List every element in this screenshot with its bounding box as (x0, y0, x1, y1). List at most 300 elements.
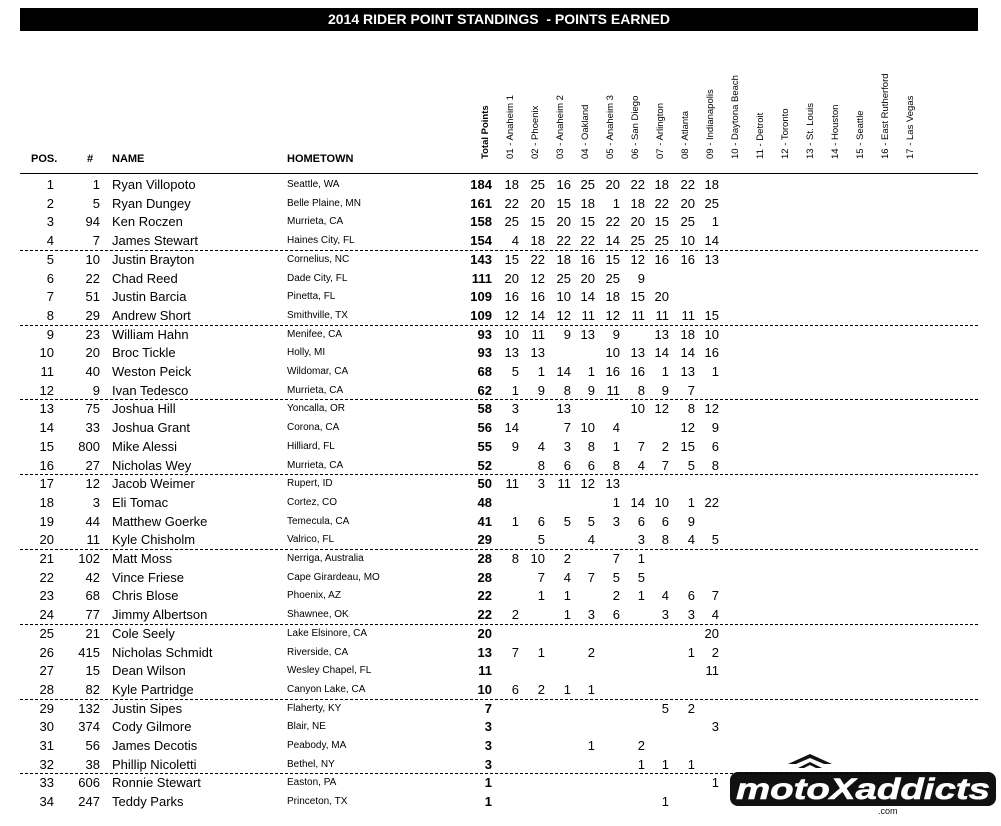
rider-name-cell: Chad Reed (112, 270, 178, 286)
round-points-cell: 12 (704, 401, 719, 417)
total-points-cell: 93 (477, 326, 492, 342)
rider-row (0, 605, 1001, 624)
position-cell: 2 (46, 195, 54, 211)
round-points-cell: 14 (580, 289, 595, 305)
bike-number-cell: 27 (85, 457, 100, 473)
bike-number-cell: 11 (86, 532, 100, 548)
bike-number-cell: 22 (85, 270, 100, 286)
total-points-cell: 55 (477, 438, 492, 454)
round-header: 11 - Detroit (755, 112, 766, 159)
total-points-cell: 7 (484, 700, 492, 716)
round-points-cell: 18 (654, 177, 669, 192)
round-points-cell: 3 (511, 401, 519, 417)
round-points-cell: 16 (504, 289, 519, 305)
round-points-cell: 1 (612, 494, 620, 510)
bike-number-cell: 15 (85, 663, 100, 679)
round-points-cell: 2 (711, 644, 719, 660)
round-points-cell: 22 (704, 494, 719, 510)
rider-name-cell: Justin Brayton (112, 251, 195, 267)
round-points-cell: 8 (587, 438, 595, 454)
total-points-cell: 10 (477, 681, 492, 697)
hometown-cell: Wesley Chapel, FL (287, 665, 372, 677)
round-points-cell: 13 (530, 345, 545, 361)
round-header: 16 - East Rutherford (880, 73, 891, 159)
round-points-cell: 18 (704, 177, 719, 192)
round-points-cell: 10 (530, 551, 545, 566)
round-points-cell: 20 (704, 625, 719, 641)
round-points-cell: 12 (680, 420, 695, 436)
round-points-cell: 10 (704, 326, 719, 342)
position-cell: 1 (46, 177, 54, 192)
round-points-cell: 9 (563, 326, 571, 342)
total-points-cell: 68 (477, 364, 492, 379)
round-points-cell: 8 (563, 382, 571, 398)
round-points-cell: 12 (654, 401, 669, 417)
bike-number-cell: 800 (78, 438, 100, 454)
round-points-cell: 11 (655, 307, 669, 323)
rider-name-cell: James Decotis (112, 738, 198, 753)
round-header-wrap (755, 0, 768, 170)
round-points-cell: 25 (504, 214, 519, 230)
rider-row (0, 381, 1001, 400)
round-points-cell: 5 (537, 532, 545, 548)
position-cell: 13 (39, 401, 54, 417)
round-points-cell: 18 (680, 326, 695, 342)
round-points-cell: 8 (637, 382, 645, 398)
round-points-cell: 1 (661, 364, 669, 379)
round-points-cell: 4 (563, 569, 571, 585)
round-points-cell: 8 (612, 457, 620, 473)
round-header: 04 - Oakland (580, 104, 591, 159)
total-points-cell: 62 (477, 382, 492, 398)
total-points-cell: 184 (470, 177, 492, 192)
rider-name-cell: Nicholas Wey (112, 457, 192, 473)
hometown-cell: Shawnee, OK (287, 609, 349, 621)
total-points-cell: 11 (478, 663, 492, 679)
total-points-cell: 48 (477, 494, 492, 510)
bike-number-cell: 94 (85, 214, 100, 230)
rider-row (0, 343, 1001, 362)
round-points-cell: 20 (605, 177, 620, 192)
round-header: 10 - Daytona Beach (730, 75, 741, 159)
total-points-cell: 41 (477, 513, 492, 529)
group-divider (20, 624, 978, 625)
rider-name-cell: Justin Sipes (112, 700, 183, 716)
round-points-cell: 9 (587, 382, 595, 398)
round-header: 06 - San Diego (630, 95, 641, 159)
hometown-cell: Phoenix, AZ (287, 590, 341, 602)
position-cell: 6 (46, 270, 54, 286)
rider-name-cell: Phillip Nicoletti (112, 756, 197, 772)
rider-name-cell: Justin Barcia (112, 289, 187, 305)
round-points-cell: 15 (580, 214, 595, 230)
total-points-cell: 52 (477, 457, 492, 473)
round-header: 08 - Atlanta (680, 110, 691, 159)
header-divider (20, 173, 978, 174)
round-points-cell: 18 (630, 195, 645, 211)
round-points-cell: 3 (661, 607, 669, 623)
round-points-cell: 18 (556, 251, 571, 267)
round-points-cell: 7 (687, 382, 695, 398)
round-points-cell: 1 (587, 364, 595, 379)
round-points-cell: 11 (531, 326, 545, 342)
round-points-cell: 2 (511, 607, 519, 623)
rider-name-cell: Jacob Weimer (112, 476, 195, 492)
round-points-cell: 8 (511, 551, 519, 566)
round-points-cell: 9 (711, 420, 719, 436)
round-points-cell: 1 (637, 588, 645, 604)
total-points-cell: 93 (477, 345, 492, 361)
rider-name-cell: Mike Alessi (112, 438, 178, 454)
round-points-cell: 4 (711, 607, 719, 623)
hometown-cell: Princeton, TX (287, 796, 348, 808)
rider-name-cell: Ryan Dungey (112, 195, 191, 211)
round-points-cell: 10 (605, 345, 620, 361)
round-points-cell: 3 (637, 532, 645, 548)
position-cell: 3 (46, 214, 54, 230)
total-points-header: Total Points (480, 105, 491, 159)
position-cell: 18 (39, 494, 54, 510)
round-points-cell: 2 (587, 644, 595, 660)
round-points-cell: 1 (711, 775, 719, 791)
round-header-wrap (805, 0, 818, 170)
round-points-cell: 5 (587, 513, 595, 529)
round-points-cell: 18 (530, 233, 545, 249)
round-points-cell: 1 (637, 551, 645, 566)
round-points-cell: 4 (637, 457, 645, 473)
round-points-cell: 25 (556, 270, 571, 286)
round-points-cell: 14 (605, 233, 620, 249)
round-points-cell: 6 (687, 588, 695, 604)
round-header: 14 - Houston (830, 104, 841, 159)
total-points-cell: 109 (470, 289, 492, 305)
round-header: 03 - Anaheim 2 (555, 95, 566, 159)
round-points-cell: 18 (504, 177, 519, 192)
total-points-cell: 111 (471, 270, 492, 286)
round-points-cell: 10 (630, 401, 645, 417)
round-points-cell: 6 (563, 457, 571, 473)
number-header: # (87, 153, 94, 165)
total-points-cell: 109 (470, 307, 492, 323)
round-points-cell: 8 (537, 457, 545, 473)
round-points-cell: 5 (711, 532, 719, 548)
rider-row (0, 212, 1001, 231)
round-header-wrap (530, 0, 543, 170)
round-points-cell: 13 (704, 251, 719, 267)
round-points-cell: 20 (556, 214, 571, 230)
position-cell: 30 (39, 719, 54, 735)
position-cell: 24 (39, 607, 54, 623)
round-points-cell: 15 (680, 438, 695, 454)
bike-number-cell: 82 (85, 681, 100, 697)
rider-row (0, 287, 1001, 306)
bike-number-cell: 102 (78, 551, 100, 566)
round-points-cell: 15 (605, 251, 620, 267)
hometown-cell: Bethel, NY (287, 758, 335, 770)
rider-row (0, 717, 1001, 736)
bike-number-cell: 415 (78, 644, 100, 660)
round-points-cell: 1 (563, 607, 571, 623)
round-points-cell: 20 (530, 195, 545, 211)
round-points-cell: 9 (612, 326, 620, 342)
position-cell: 23 (39, 588, 54, 604)
rider-name-cell: Eli Tomac (112, 494, 169, 510)
round-points-cell: 12 (630, 251, 645, 267)
position-cell: 5 (46, 251, 54, 267)
round-points-cell: 5 (637, 569, 645, 585)
rider-name-cell: Ronnie Stewart (112, 775, 201, 791)
hometown-cell: Blair, NE (287, 721, 326, 733)
round-points-cell: 16 (630, 364, 645, 379)
round-points-cell: 13 (556, 401, 571, 417)
round-points-cell: 25 (630, 233, 645, 249)
round-header: 12 - Toronto (780, 108, 791, 159)
group-divider (20, 773, 978, 774)
round-points-cell: 22 (605, 214, 620, 230)
position-cell: 25 (39, 625, 54, 641)
bike-number-cell: 44 (85, 513, 100, 529)
round-points-cell: 8 (661, 532, 669, 548)
round-points-cell: 25 (680, 214, 695, 230)
hometown-cell: Valrico, FL (287, 534, 335, 546)
position-cell: 29 (39, 700, 54, 716)
rider-name-cell: Matt Moss (112, 551, 172, 566)
bike-number-cell: 247 (78, 794, 100, 810)
round-points-cell: 1 (687, 494, 695, 510)
round-points-cell: 12 (605, 307, 620, 323)
round-points-cell: 13 (654, 326, 669, 342)
round-header-wrap (880, 0, 893, 170)
position-cell: 17 (39, 476, 54, 492)
rider-name-cell: Jimmy Albertson (112, 607, 208, 623)
position-cell: 27 (39, 663, 54, 679)
bike-number-cell: 606 (78, 775, 100, 791)
logo-wordmark: motoXaddicts (736, 773, 990, 806)
round-header-wrap (555, 0, 568, 170)
round-header-wrap (905, 0, 918, 170)
rider-name-cell: Cody Gilmore (112, 719, 192, 735)
round-points-cell: 13 (680, 364, 695, 379)
rider-name-cell: Nicholas Schmidt (112, 644, 213, 660)
rider-name-cell: Broc Tickle (112, 345, 176, 361)
rider-row (0, 437, 1001, 456)
bike-number-cell: 7 (92, 233, 100, 249)
round-points-cell: 2 (563, 551, 571, 566)
hometown-cell: Belle Plaine, MN (287, 197, 361, 209)
bike-number-cell: 51 (85, 289, 100, 305)
hometown-cell: Canyon Lake, CA (287, 683, 366, 695)
position-cell: 15 (39, 438, 54, 454)
rider-name-cell: Ivan Tedesco (112, 382, 189, 398)
hometown-cell: Murrieta, CA (287, 216, 344, 228)
round-points-cell: 25 (654, 233, 669, 249)
round-header: 05 - Anaheim 3 (605, 95, 616, 159)
round-points-cell: 15 (504, 251, 519, 267)
hometown-cell: Wildomar, CA (287, 366, 349, 377)
rider-row (0, 474, 1001, 493)
hometown-cell: Pinetta, FL (287, 291, 336, 303)
rider-name-cell: Kyle Partridge (112, 681, 194, 697)
round-points-cell: 25 (530, 177, 545, 192)
round-points-cell: 2 (537, 681, 545, 697)
round-points-cell: 20 (504, 270, 519, 286)
hometown-cell: Cortez, CO (287, 496, 338, 508)
name-header: NAME (112, 153, 145, 165)
hometown-cell: Dade City, FL (287, 272, 348, 284)
bike-number-cell: 1 (92, 177, 100, 192)
rider-name-cell: James Stewart (112, 233, 198, 249)
round-points-cell: 20 (654, 289, 669, 305)
rider-row (0, 661, 1001, 680)
round-points-cell: 3 (612, 513, 620, 529)
bike-number-cell: 40 (85, 364, 100, 379)
round-points-cell: 9 (637, 270, 645, 286)
round-points-cell: 9 (687, 513, 695, 529)
round-header-wrap (605, 0, 618, 170)
position-cell: 22 (39, 569, 54, 585)
round-points-cell: 2 (637, 738, 645, 753)
round-points-cell: 9 (537, 382, 545, 398)
round-points-cell: 9 (511, 438, 519, 454)
round-points-cell: 5 (612, 569, 620, 585)
round-header-wrap (705, 0, 718, 170)
round-points-cell: 20 (630, 214, 645, 230)
rider-name-cell: Kyle Chisholm (112, 532, 196, 548)
round-points-cell: 14 (556, 364, 571, 379)
round-points-cell: 22 (580, 233, 595, 249)
total-points-cell: 58 (477, 401, 492, 417)
round-points-cell: 1 (587, 681, 595, 697)
group-divider (20, 325, 978, 326)
bike-number-cell: 38 (85, 756, 100, 772)
round-points-cell: 14 (654, 345, 669, 361)
round-points-cell: 1 (587, 738, 595, 753)
round-points-cell: 1 (637, 756, 645, 772)
round-points-cell: 8 (711, 457, 719, 473)
round-points-cell: 1 (711, 214, 719, 230)
round-points-cell: 7 (711, 588, 719, 604)
round-points-cell: 16 (530, 289, 545, 305)
round-points-cell: 16 (704, 345, 719, 361)
bike-number-cell: 20 (85, 345, 100, 361)
round-points-cell: 2 (687, 700, 695, 716)
total-points-cell: 158 (470, 214, 492, 230)
round-points-cell: 5 (687, 457, 695, 473)
hometown-cell: Cornelius, NC (287, 253, 350, 265)
bike-number-cell: 132 (78, 700, 100, 716)
round-points-cell: 1 (687, 644, 695, 660)
round-points-cell: 22 (530, 251, 545, 267)
round-points-cell: 11 (681, 307, 695, 323)
round-points-cell: 1 (537, 588, 545, 604)
hometown-cell: Nerriga, Australia (287, 553, 364, 564)
bike-number-cell: 21 (85, 625, 100, 641)
rider-row (0, 175, 1001, 194)
round-points-cell: 12 (530, 270, 545, 286)
round-points-cell: 15 (556, 195, 571, 211)
rider-name-cell: Ken Roczen (112, 214, 183, 230)
round-points-cell: 15 (654, 214, 669, 230)
rider-name-cell: Joshua Hill (112, 401, 176, 417)
hometown-cell: Flaherty, KY (287, 702, 342, 714)
rider-row (0, 456, 1001, 475)
round-points-cell: 13 (630, 345, 645, 361)
round-points-cell: 7 (511, 644, 519, 660)
group-divider (20, 474, 978, 475)
round-points-cell: 10 (504, 326, 519, 342)
round-points-cell: 25 (605, 270, 620, 286)
round-points-cell: 11 (606, 382, 620, 398)
round-header-wrap (830, 0, 843, 170)
round-points-cell: 4 (687, 532, 695, 548)
round-points-cell: 6 (661, 513, 669, 529)
round-points-cell: 16 (580, 251, 595, 267)
group-divider (20, 699, 978, 700)
round-points-cell: 3 (711, 719, 719, 735)
round-points-cell: 16 (605, 364, 620, 379)
round-points-cell: 16 (654, 251, 669, 267)
rider-row (0, 680, 1001, 699)
rider-name-cell: Weston Peick (112, 364, 192, 379)
round-points-cell: 14 (680, 345, 695, 361)
position-cell: 20 (39, 532, 54, 548)
round-points-cell: 6 (637, 513, 645, 529)
group-divider (20, 250, 978, 251)
round-points-cell: 9 (661, 382, 669, 398)
rider-name-cell: William Hahn (112, 326, 189, 342)
round-header: 15 - Seattle (855, 110, 866, 159)
rider-name-cell: Chris Blose (112, 588, 179, 604)
hometown-cell: Menifee, CA (287, 328, 343, 340)
round-points-cell: 5 (661, 700, 669, 716)
round-points-cell: 16 (680, 251, 695, 267)
round-points-cell: 5 (563, 513, 571, 529)
hometown-cell: Rupert, ID (287, 478, 333, 490)
bike-number-cell: 3 (92, 494, 100, 510)
round-points-cell: 14 (530, 307, 545, 323)
total-points-cell: 1 (484, 794, 492, 810)
group-divider (20, 399, 978, 400)
round-points-cell: 13 (580, 326, 595, 342)
position-cell: 11 (40, 364, 54, 379)
total-points-cell: 1 (484, 775, 492, 791)
total-points-cell: 22 (477, 607, 492, 623)
hometown-cell: Murrieta, CA (287, 384, 344, 396)
hometown-cell: Corona, CA (287, 422, 340, 434)
rider-row (0, 549, 1001, 568)
round-points-cell: 14 (504, 420, 519, 436)
round-points-cell: 7 (637, 438, 645, 454)
round-points-cell: 12 (556, 307, 571, 323)
round-points-cell: 6 (711, 438, 719, 454)
rotated-column-headers (0, 0, 1001, 170)
round-points-cell: 22 (630, 177, 645, 192)
rider-name-cell: Matthew Goerke (112, 513, 208, 529)
round-points-cell: 1 (537, 364, 545, 379)
bike-number-cell: 374 (78, 719, 100, 735)
position-cell: 4 (46, 233, 54, 249)
position-cell: 9 (46, 326, 54, 342)
rider-name-cell: Joshua Grant (112, 420, 191, 436)
position-cell: 26 (39, 644, 54, 660)
round-points-cell: 13 (504, 345, 519, 361)
round-points-cell: 13 (605, 476, 620, 492)
rider-row (0, 250, 1001, 269)
round-header-wrap (780, 0, 793, 170)
total-points-cell: 3 (484, 738, 492, 753)
total-points-cell: 143 (470, 251, 492, 267)
round-points-cell: 3 (587, 607, 595, 623)
